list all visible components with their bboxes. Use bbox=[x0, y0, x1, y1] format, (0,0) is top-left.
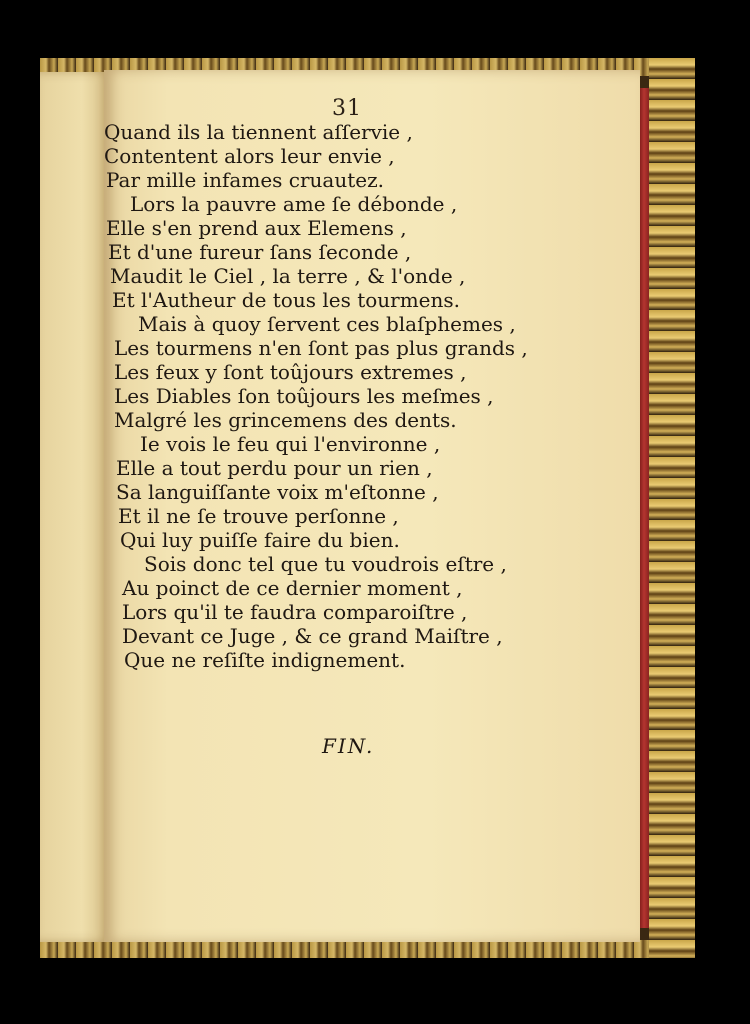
poem-line: Sois donc tel que tu voudrois eſtre , bbox=[144, 552, 507, 576]
poem-line: Contentent alors leur envie , bbox=[104, 144, 395, 168]
page-number: 31 bbox=[332, 96, 362, 121]
red-page-edge bbox=[639, 88, 649, 928]
gilt-border-right bbox=[649, 58, 695, 958]
poem-line: Ie vois le feu qui l'environne , bbox=[140, 432, 441, 456]
poem-line: Que ne reſiſte indignement. bbox=[124, 648, 406, 672]
gilt-border-bottom bbox=[40, 940, 695, 958]
poem-line: Devant ce Juge , & ce grand Maiſtre , bbox=[122, 624, 503, 648]
poem-line: Les feux y ſont toûjours extremes , bbox=[114, 360, 467, 384]
poem-line: Quand ils la tiennent aſſervie , bbox=[104, 120, 413, 144]
poem-line: Mais à quoy ſervent ces blaſphemes , bbox=[138, 312, 516, 336]
poem-line: Qui luy puiſſe faire du bien. bbox=[120, 528, 400, 552]
poem-line: Et il ne ſe trouve perſonne , bbox=[118, 504, 399, 528]
poem-line: Et l'Autheur de tous les tourmens. bbox=[112, 288, 461, 312]
poem-line: Et d'une fureur ſans ſeconde , bbox=[108, 240, 412, 264]
poem-line: Malgré les grincemens des dents. bbox=[114, 408, 457, 432]
poem-line: Elle a tout perdu pour un rien , bbox=[116, 456, 433, 480]
poem-line: Sa languiſſante voix m'eſtonne , bbox=[116, 480, 439, 504]
verso-page-edge bbox=[40, 72, 110, 942]
poem-line: Au poinct de ce dernier moment , bbox=[122, 576, 463, 600]
closing-word: FIN. bbox=[322, 734, 375, 758]
poem-line: Par mille infames cruautez. bbox=[106, 168, 384, 192]
poem-line: Les Diables ſon toûjours les meſmes , bbox=[114, 384, 494, 408]
poem-line: Lors qu'il te faudra comparoiſtre , bbox=[122, 600, 468, 624]
poem-line: Maudit le Ciel , la terre , & l'onde , bbox=[110, 264, 466, 288]
poem-line: Lors la pauvre ame ſe débonde , bbox=[130, 192, 458, 216]
poem-line: Les tourmens n'en ſont pas plus grands , bbox=[114, 336, 528, 360]
poem-line: Elle s'en prend aux Elemens , bbox=[106, 216, 407, 240]
recto-page bbox=[104, 70, 640, 942]
